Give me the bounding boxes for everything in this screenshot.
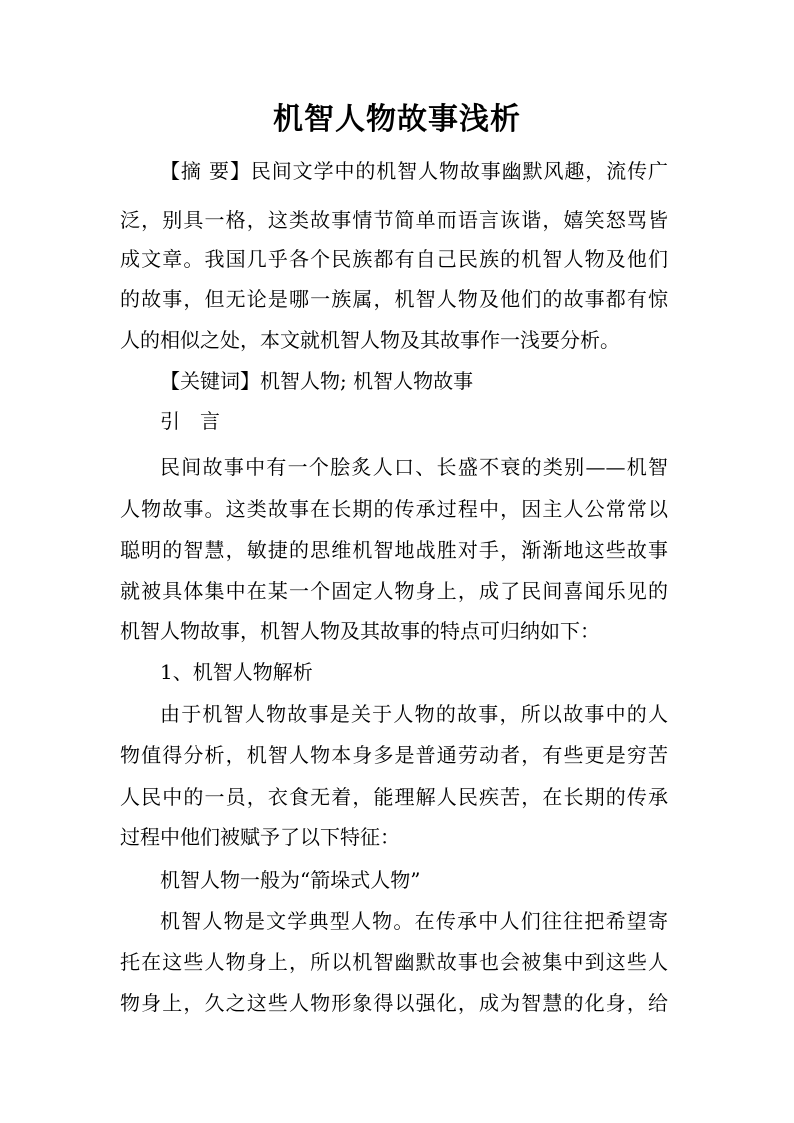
- abstract-line: 泛，别具一格，这类故事情节简单而语言诙谐，嬉笑怒骂皆: [120, 208, 668, 232]
- paragraph-line: 人民中的一员，衣食无着，能理解人民疾苦，在长期的传承: [120, 785, 668, 809]
- abstract-line: 成文章。我国几乎各个民族都有自己民族的机智人物及他们: [120, 247, 668, 271]
- paragraph-line: 过程中他们被赋予了以下特征：: [120, 825, 400, 849]
- paragraph-line: 物身上，久之这些人物形象得以强化，成为智慧的化身，给: [120, 991, 668, 1015]
- subheading-line: 机智人物一般为“箭垛式人物”: [160, 868, 421, 892]
- paragraph-line: 人物故事。这类故事在长期的传承过程中，因主人公常常以: [120, 497, 668, 521]
- paragraph-line: 聪明的智慧，敏捷的思维机智地战胜对手，渐渐地这些故事: [120, 538, 668, 562]
- section-heading-introduction: 引 言: [160, 409, 220, 433]
- keywords-line: 【关键词】机智人物; 机智人物故事: [160, 369, 474, 393]
- paragraph-line: 就被具体集中在某一个固定人物身上，成了民间喜闻乐见的: [120, 579, 668, 603]
- paragraph-line: 民间故事中有一个脍炙人口、长盛不衰的类别——机智: [160, 455, 668, 479]
- section-heading-1: 1、机智人物解析: [160, 660, 313, 684]
- document-title: 机智人物故事浅析: [273, 102, 521, 137]
- paragraph-line: 机智人物故事，机智人物及其故事的特点可归纳如下：: [120, 619, 600, 643]
- paragraph-line: 机智人物是文学典型人物。在传承中人们往往把希望寄: [160, 909, 668, 933]
- paragraph-line: 由于机智人物故事是关于人物的故事，所以故事中的人: [160, 702, 668, 726]
- abstract-line: 的故事，但无论是哪一族属，机智人物及他们的故事都有惊: [120, 287, 668, 311]
- paragraph-line: 托在这些人物身上，所以机智幽默故事也会被集中到这些人: [120, 950, 668, 974]
- paragraph-line: 物值得分析，机智人物本身多是普通劳动者，有些更是穷苦: [120, 743, 668, 767]
- abstract-line: 人的相似之处，本文就机智人物及其故事作一浅要分析。: [120, 328, 620, 352]
- abstract-line: 【摘 要】民间文学中的机智人物故事幽默风趣，流传广: [160, 159, 668, 183]
